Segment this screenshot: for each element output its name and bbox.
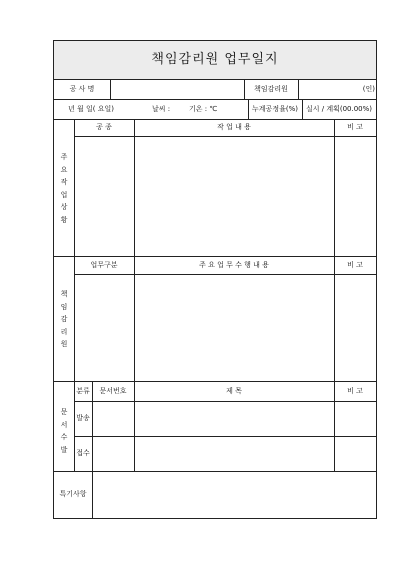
col-header-class: 분류 bbox=[76, 387, 90, 395]
work-note-cell[interactable] bbox=[335, 137, 375, 255]
sent-doc-number-cell[interactable] bbox=[93, 402, 133, 435]
temperature-field[interactable]: 기온 : ℃ bbox=[189, 105, 218, 113]
received-note-cell[interactable] bbox=[335, 437, 375, 470]
col-header-subject: 제 목 bbox=[226, 387, 242, 395]
date-field[interactable]: 년 월 일( 요일) bbox=[68, 105, 114, 113]
rule bbox=[54, 119, 376, 120]
col-header-main-duties: 주 요 업 무 수 행 내 용 bbox=[199, 261, 269, 269]
col-header-trade: 공 종 bbox=[96, 123, 112, 131]
col-header-doc-number: 문서번호 bbox=[99, 387, 127, 395]
rule bbox=[54, 381, 376, 382]
col-header-note: 비 고 bbox=[347, 387, 363, 395]
rule bbox=[54, 79, 376, 80]
col-header-work-content: 작 업 내 용 bbox=[217, 123, 251, 131]
main-duties-cell[interactable] bbox=[135, 275, 333, 380]
col-header-note: 비 고 bbox=[347, 123, 363, 131]
task-category-cell[interactable] bbox=[75, 275, 133, 380]
sent-note-cell[interactable] bbox=[335, 402, 375, 435]
duties-note-cell[interactable] bbox=[335, 275, 375, 380]
weather-field[interactable]: 날씨 : bbox=[152, 105, 171, 113]
sent-subject-cell[interactable] bbox=[135, 402, 333, 435]
cumulative-progress-label: 누계공정율(%) bbox=[252, 105, 298, 113]
page-title: 책임감리원 업무일지 bbox=[151, 52, 279, 67]
col-header-note: 비 고 bbox=[347, 261, 363, 269]
actual-plan-ratio[interactable]: 실시 / 계획(00.00%) bbox=[305, 105, 372, 113]
rule bbox=[54, 256, 376, 257]
project-name-field[interactable] bbox=[112, 81, 242, 97]
trade-cell[interactable] bbox=[75, 137, 133, 255]
work-log-form bbox=[53, 40, 377, 519]
rule bbox=[54, 99, 376, 100]
project-name-label: 공 사 명 bbox=[69, 85, 95, 93]
remarks-cell[interactable] bbox=[93, 472, 375, 517]
seal-mark: (인) bbox=[362, 85, 375, 93]
section-label-supervisor: 책임감리원 bbox=[60, 290, 68, 348]
rule bbox=[110, 79, 111, 99]
remarks-label: 특기사항 bbox=[59, 490, 87, 498]
row-label-received: 접수 bbox=[76, 449, 90, 457]
col-header-task-category: 업무구분 bbox=[90, 261, 118, 269]
section-label-main-work: 주요작업상황 bbox=[60, 153, 68, 224]
section-label-documents: 문서수발 bbox=[60, 408, 68, 454]
work-content-cell[interactable] bbox=[135, 137, 333, 255]
received-subject-cell[interactable] bbox=[135, 437, 333, 470]
received-doc-number-cell[interactable] bbox=[93, 437, 133, 470]
row-label-sent: 발송 bbox=[76, 414, 90, 422]
supervisor-label: 책임감리원 bbox=[254, 85, 288, 93]
rule bbox=[298, 79, 299, 99]
